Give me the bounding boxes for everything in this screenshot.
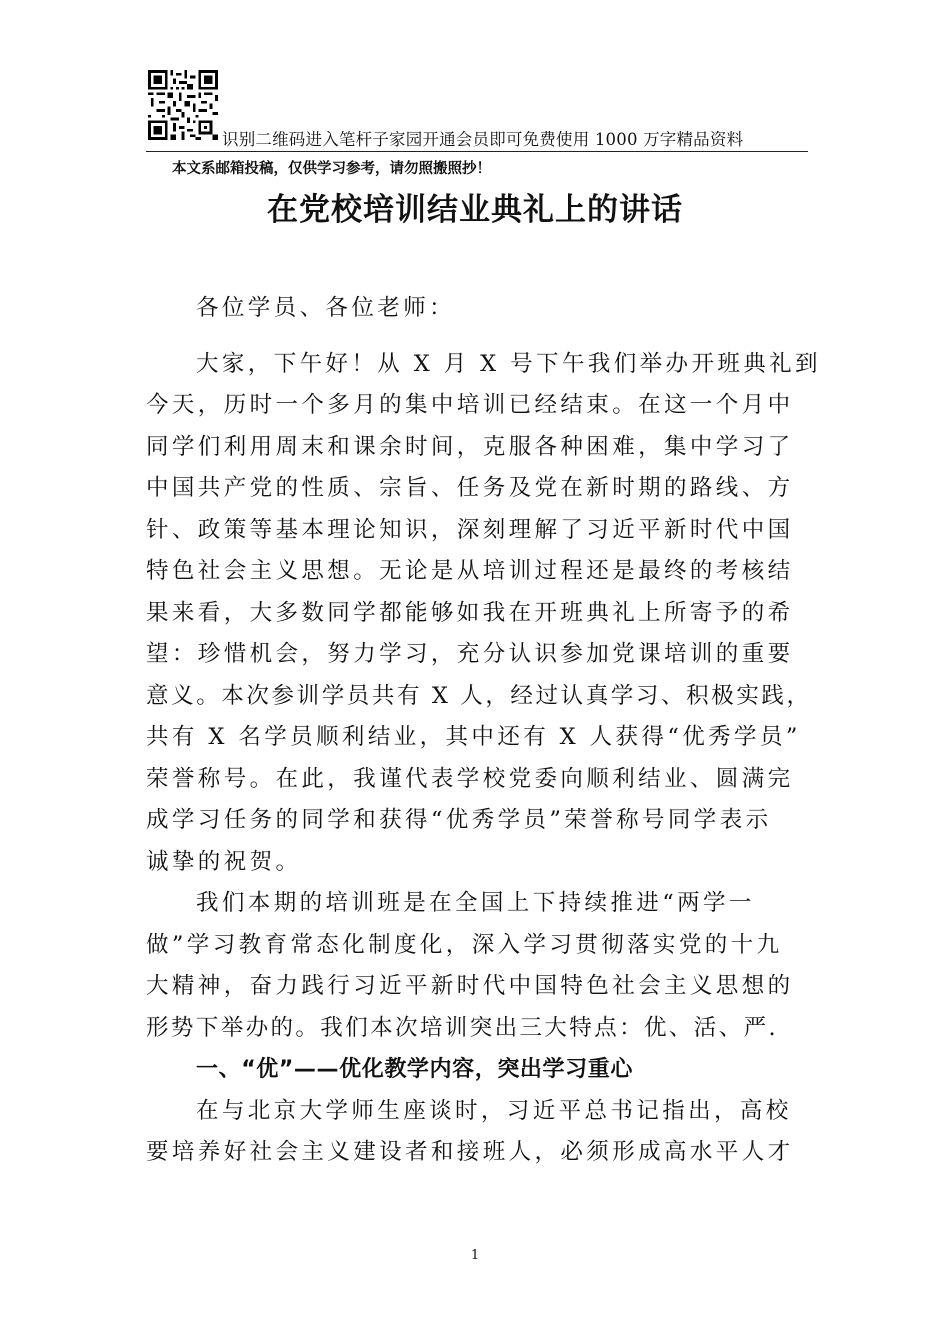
section-heading: 一、“优”——优化教学内容，突出学习重心: [196, 1057, 633, 1082]
paragraph-line: 今天，历时一个多月的集中培训已经结束。在这一个月中: [146, 392, 794, 418]
qr-code-icon: [146, 70, 220, 140]
paragraph-line: 大家，下午好！从 X 月 X 号下午我们举办开班典礼到: [196, 350, 821, 377]
salutation: 各位学员、各位老师：: [196, 295, 456, 321]
paragraph-line: 果来看，大多数同学都能够如我在开班典礼上所寄予的希: [146, 599, 794, 626]
paragraph-line: 特色社会主义思想。无论是从培训过程还是最终的考核结: [146, 558, 794, 584]
paragraph-line: 荣誉称号。在此，我谨代表学校党委向顺利结业、圆满完: [146, 765, 794, 792]
paragraph-line: 成学习任务的同学和获得“优秀学员”荣誉称号同学表示: [146, 807, 772, 833]
paragraph-3: [146, 1091, 810, 1174]
header-promo-text: 识别二维码进入笔杆子家园开通会员即可免费使用 1000 万字精品资料: [222, 130, 744, 149]
paragraph-line: 做”学习教育常态化制度化，深入学习贯彻落实党的十九: [146, 931, 783, 958]
document-body: [146, 288, 821, 1174]
header-divider: [146, 151, 808, 152]
disclaimer-text: 本文系邮箱投稿，仅供学习参考，请勿照搬照抄！: [172, 160, 491, 177]
paragraph-line: 同学们利用周末和课余时间，克服各种困难，集中学习了: [146, 433, 794, 460]
paragraph-line: 针、政策等基本理论知识，深刻理解了习近平新时代中国: [146, 516, 794, 543]
document-title: 在党校培训结业典礼上的讲话: [267, 192, 683, 228]
page-number: 1: [470, 1248, 480, 1263]
paragraph-line: 形势下举办的。我们本次培训突出三大特点：优、活、严.: [146, 1014, 779, 1041]
paragraph-line: 诚挚的祝贺。: [146, 848, 302, 875]
paragraph-line: 在与北京大学师生座谈时，习近平总书记指出，高校: [196, 1097, 792, 1124]
paragraph-line: 我们本期的培训班是在全国上下持续推进“两学一: [196, 890, 755, 916]
paragraph-2: [146, 883, 810, 1049]
paragraph-line: 共有 X 名学员顺利结业，其中还有 X 人获得“优秀学员”: [146, 724, 801, 750]
paragraph-line: 望：珍惜机会，努力学习，充分认识参加党课培训的重要: [146, 641, 794, 667]
paragraph-line: 意义。本次参训学员共有 X 人，经过认真学习、积极实践，: [146, 682, 812, 709]
paragraph-1: [146, 344, 821, 884]
paragraph-line: 中国共产党的性质、宗旨、任务及党在新时期的路线、方: [146, 475, 794, 501]
paragraph-line: 大精神，奋力践行习近平新时代中国特色社会主义思想的: [146, 973, 794, 999]
paragraph-line: 要培养好社会主义建设者和接班人，必须形成高水平人才: [146, 1139, 794, 1165]
